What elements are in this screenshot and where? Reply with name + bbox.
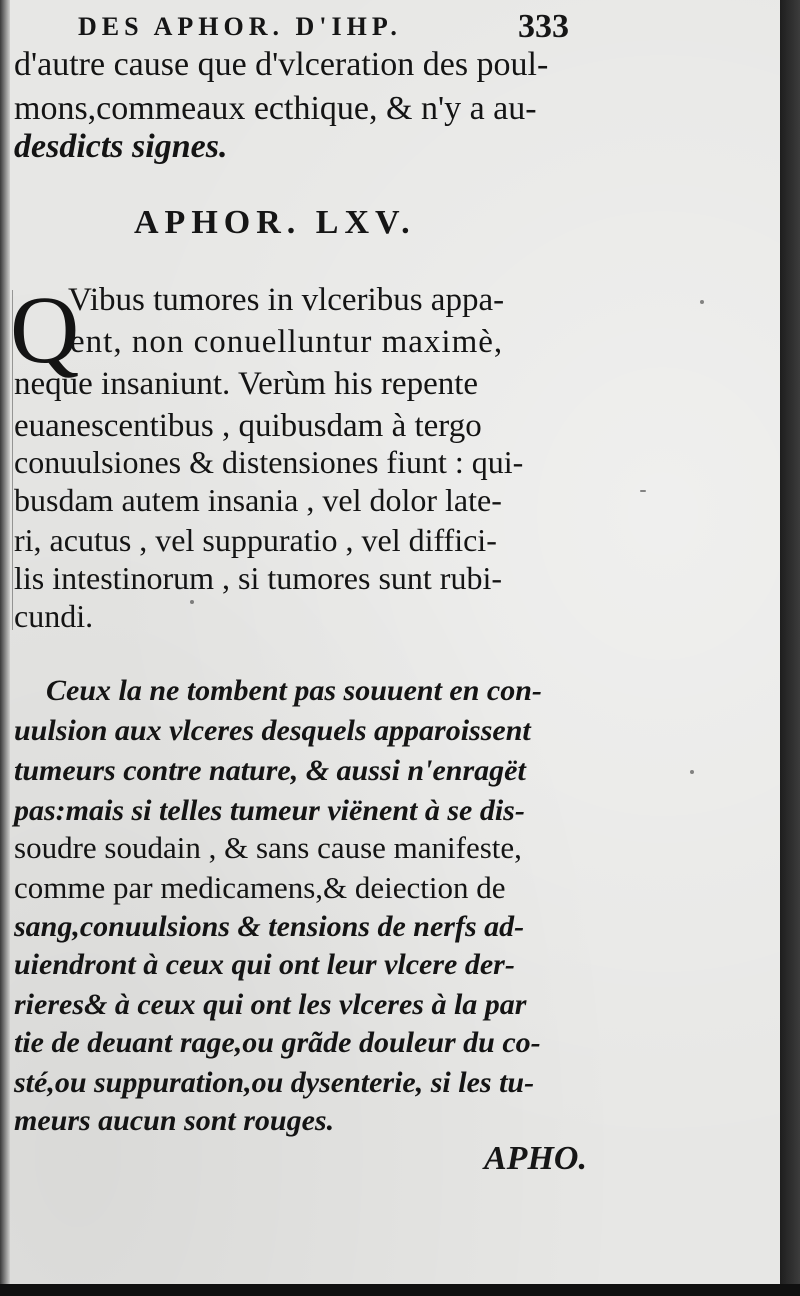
latin-line-9: cundi. <box>14 598 94 634</box>
page-number: 333 <box>518 8 569 45</box>
drop-cap: Q <box>10 276 80 383</box>
catchword: APHO. <box>484 1140 587 1177</box>
latin-line-7: ri, acutus , vel suppuratio , vel diffici- <box>14 522 497 558</box>
latin-line-8: lis intestinorum , si tumores sunt rubi- <box>14 560 502 596</box>
french-line-1: Ceux la ne tombent pas souuent en con- <box>46 674 542 707</box>
book-bottom-shadow <box>0 1284 800 1296</box>
paper-speck <box>700 300 704 304</box>
continuation-line-3: desdicts signes. <box>14 128 228 165</box>
french-line-10: tie de deuant rage,ou grãde douleur du co- <box>14 1026 541 1059</box>
paper-speck <box>190 600 194 604</box>
french-line-12: meurs aucun sont rouges. <box>14 1104 335 1137</box>
french-line-8: uiendront à ceux qui ont leur vlcere der- <box>14 948 515 981</box>
book-edge-shadow <box>780 0 800 1296</box>
paper-speck <box>690 770 694 774</box>
french-line-7: sang,conuulsions & tensions de nerfs ad- <box>14 910 525 943</box>
latin-line-5: conuulsiones & distensiones fiunt : qui- <box>14 444 524 480</box>
aphorism-title: APHOR. LXV. <box>134 204 416 241</box>
french-line-5: soudre soudain , & sans cause manifeste, <box>14 830 522 865</box>
latin-line-6: busdam autem insania , vel dolor late- <box>14 482 502 518</box>
latin-line-1: Vibus tumores in vlceribus appa- <box>68 282 505 318</box>
french-line-2: uulsion aux vlceres desquels apparoissent <box>14 714 531 747</box>
latin-line-2: ent, non conuelluntur maximè, <box>70 324 504 360</box>
french-line-6: comme par medicamens,& deiection de <box>14 870 506 905</box>
paper-speck <box>640 490 646 492</box>
french-line-11: sté,ou suppuration,ou dysenterie, si les tu- <box>14 1066 535 1099</box>
latin-line-3: neque insaniunt. Verùm his repente <box>14 366 479 402</box>
latin-line-4: euanescentibus , quibusdam à tergo <box>14 408 482 444</box>
page-binding-shadow <box>0 0 10 1284</box>
continuation-line-1: d'autre cause que d'vlceration des poul- <box>14 46 549 83</box>
french-line-3: tumeurs contre nature, & aussi n'enragët <box>14 754 526 787</box>
continuation-line-2: mons,commeaux ecthique, & n'y a au- <box>14 90 537 127</box>
running-head: DES APHOR. D'IHP. <box>78 12 402 41</box>
french-line-4: pas:mais si telles tumeur viënent à se dis- <box>14 794 525 827</box>
french-line-9: rieres& à ceux qui ont les vlceres à la par <box>14 988 527 1021</box>
